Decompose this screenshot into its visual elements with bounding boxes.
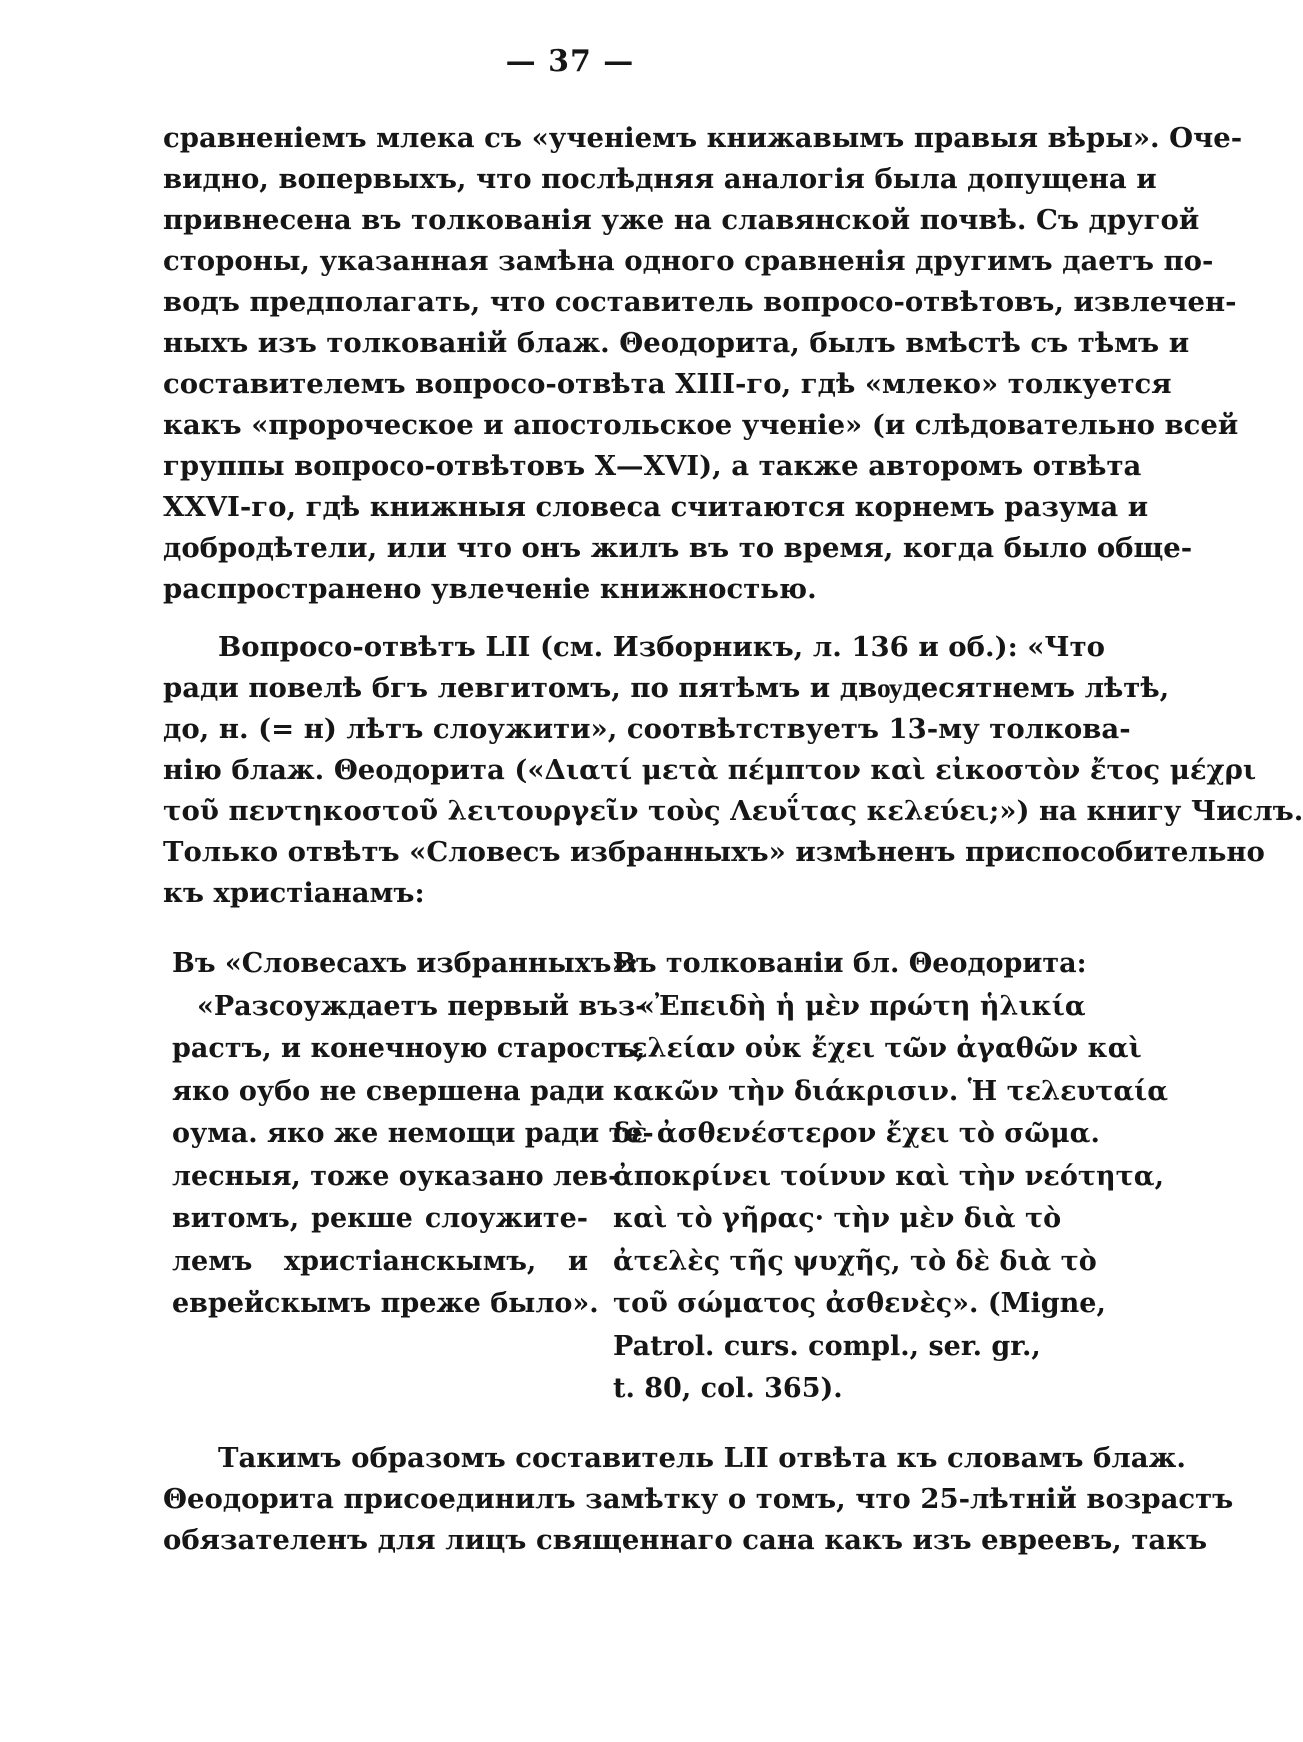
- text-line: обязателенъ для лицъ священнаго сана какъ изъ евреевъ, такъ: [163, 1524, 1208, 1556]
- text-line: Только отвѣтъ «Словесъ избранныхъ» измѣненъ приспособительно: [163, 836, 1265, 868]
- text-line: группы вопросо-отвѣтовъ X—XVI), а также авторомъ отвѣта: [163, 450, 1142, 482]
- text-line: τοῦ σώματος ἀσθενὲς». (Migne,: [613, 1288, 1106, 1319]
- text-line: κακῶν τὴν διάκρισιν. Ἡ τελευταία: [613, 1075, 1169, 1107]
- text-line: составителемъ вопросо-отвѣта XIII-го, гдѣ «млеко» толкуется: [163, 368, 1172, 400]
- text-line: Patrol. curs. compl., ser. gr.,: [613, 1330, 1041, 1362]
- text-line: t. 80, col. 365).: [613, 1373, 843, 1404]
- text-line: «Ἐπειδὴ ἡ μὲν πρώτη ἡλικία: [638, 990, 1086, 1022]
- text-line: водъ предполагать, что составитель вопросо-отвѣтовъ, извлечен-: [163, 286, 1237, 318]
- text-line: сравненіемъ млека съ «ученіемъ книжавымъ правыя вѣры». Оче-: [163, 122, 1243, 154]
- text-line: Вопросо-отвѣтъ LII (см. Изборникъ, л. 136 и об.): «Что: [218, 631, 1105, 663]
- right-column-greek: [613, 943, 1169, 1411]
- text-line: распространено увлеченіе книжностью.: [163, 573, 817, 605]
- text-line: видно, вопервыхъ, что послѣдняя аналогія была допущена и: [163, 163, 1157, 195]
- page-number: — 37 —: [505, 44, 635, 79]
- text-line: яко оубо не свершена ради: [172, 1075, 605, 1107]
- text-line: какъ «пророческое и апостольское ученіе» (и слѣдовательно всей: [163, 409, 1239, 441]
- text-line: ради повелѣ бгъ левгитомъ, по пятѣмъ и двѹдесятнемъ лѣтѣ,: [163, 672, 1170, 704]
- left-column-heading: Въ «Словесахъ избранныхъ»:: [172, 948, 639, 979]
- text-line: καὶ τὸ γῆρας· τὴν μὲν διὰ τὸ: [613, 1203, 1062, 1234]
- right-column-heading: Въ толкованіи бл. Θеодорита:: [613, 948, 1087, 979]
- text-line: ἀποκρίνει τοίνυν καὶ τὴν νεότητα,: [613, 1160, 1164, 1192]
- text-line: стороны, указанная замѣна одного сравненія другимъ даетъ по-: [163, 245, 1214, 277]
- text-line: ныхъ изъ толкованій блаж. Θеодорита, былъ вмѣстѣ съ тѣмъ и: [163, 327, 1190, 359]
- text-line: еврейскымъ преже было».: [172, 1288, 599, 1319]
- text-line: привнесена въ толкованія уже на славянской почвѣ. Съ другой: [163, 204, 1200, 236]
- paragraph-1: [163, 118, 1243, 610]
- text-line: до, н. (= н) лѣтъ слоужити», соотвѣтствуетъ 13-му толкова-: [163, 713, 1131, 745]
- paragraph-2: [163, 627, 1303, 914]
- text-line: δὲ ἀσθενέστερον ἔχει τὸ σῶμα.: [613, 1118, 1100, 1149]
- text-line: лесныя, тоже оуказано лев-: [172, 1160, 620, 1192]
- text-line: къ христіанамъ:: [163, 877, 425, 909]
- text-line: растъ, и конечноую старость,: [172, 1033, 646, 1064]
- text-line: оума. яко же немощи ради те-: [172, 1118, 654, 1149]
- text-line: нію блаж. Θеодорита («Διατί μετὰ πέμπτον καὶ εἰκοστὸν ἔτος μέχρι: [163, 754, 1257, 786]
- text-line: Θеодорита присоединилъ замѣтку о томъ, что 25-лѣтній возрастъ: [163, 1483, 1234, 1515]
- text-line: XXVI-го, гдѣ книжныя словеса считаются корнемъ разума и: [163, 491, 1149, 523]
- text-line: ἀτελὲς τῆς ψυχῆς, τὸ δὲ διὰ τὸ: [613, 1245, 1097, 1277]
- paragraph-3: [163, 1438, 1234, 1561]
- text-line: добродѣтели, или что онъ жилъ въ то время, когда было обще-: [163, 532, 1193, 564]
- text-line: «Разсоуждаетъ первый въз-: [197, 990, 647, 1022]
- text-line: Такимъ образомъ составитель LII отвѣта къ словамъ блаж.: [218, 1442, 1186, 1474]
- text-line: витомъ, рекше слоужите-: [172, 1203, 588, 1234]
- text-line: τελείαν οὐκ ἔχει τῶν ἀγαθῶν καὶ: [613, 1033, 1142, 1064]
- text-line: лемъ христіанскымъ, и: [172, 1245, 588, 1277]
- left-column-slavonic: [172, 943, 654, 1326]
- text-line: τοῦ πεντηκοστοῦ λειτουργεῖν τοὺς Λευΐτας κελεύει;») на книгу Числъ.: [163, 795, 1303, 827]
